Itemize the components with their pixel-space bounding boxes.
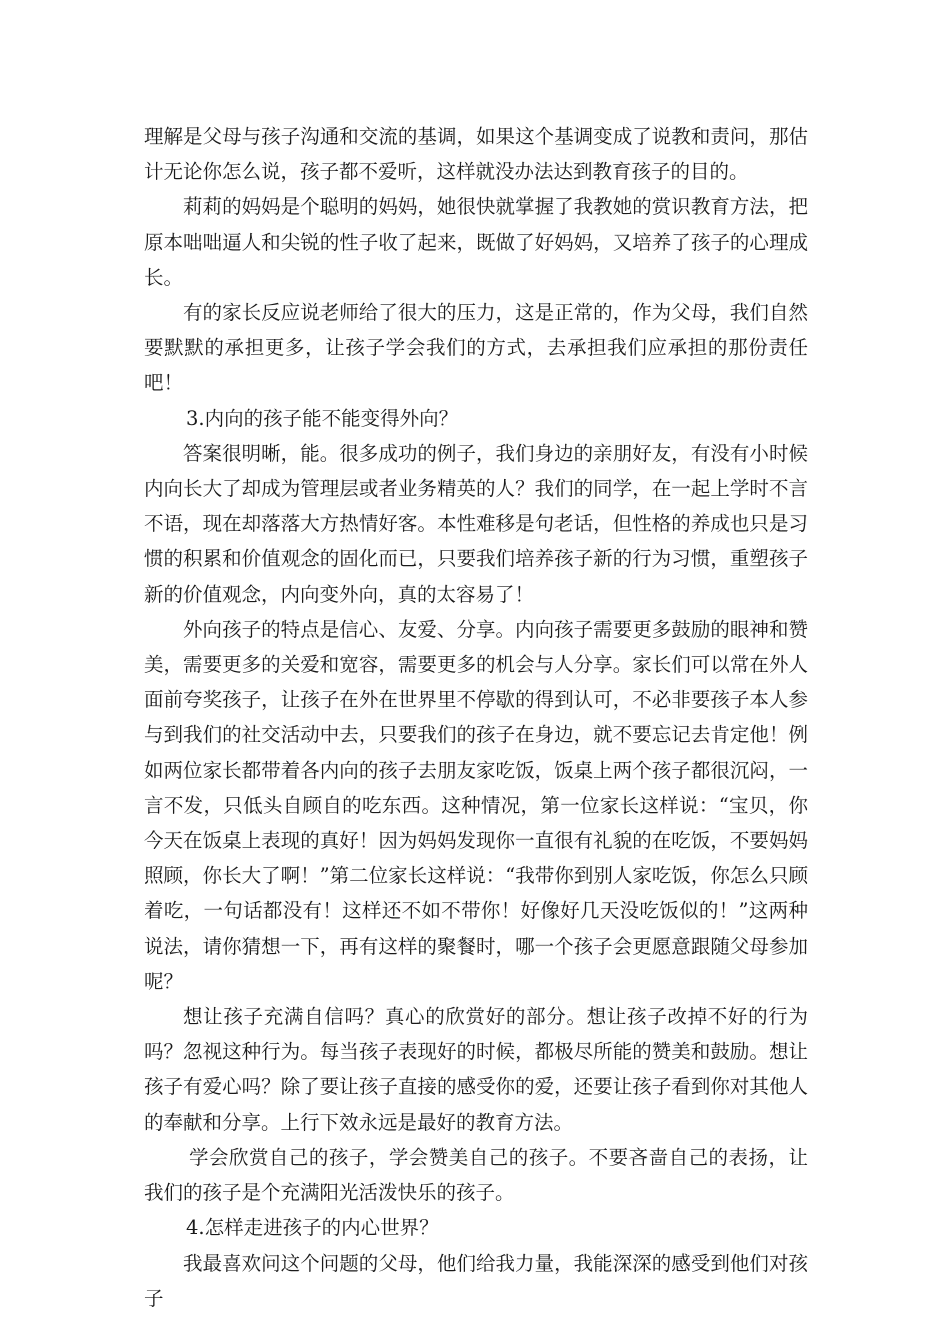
section-heading-3: 3.内向的孩子能不能变得外向？ <box>186 406 459 430</box>
paragraph-confidence: 想让孩子充满自信吗？真心的欣赏好的部分。想让孩子改掉不好的行为吗？忽视这种行为。每当孩子表现好的时候，都极尽所能的赞美和鼓励。想让孩子有爱心吗？除了要让孩子直接的感受你的爱，还要让孩子看到你对其他人的奉献和分享。上行下效永远是最好的教育方法。 <box>144 1005 808 1134</box>
section-heading-4: 4.怎样走进孩子的内心世界？ <box>186 1216 439 1240</box>
document-page <box>144 119 808 1316</box>
paragraph-parent-pressure: 有的家长反应说老师给了很大的压力，这是正常的，作为父母，我们自然要默默的承担更多，让孩子学会我们的方式，去承担我们应承担的那份责任吧！ <box>144 301 808 395</box>
paragraph-inner-world: 我最喜欢问这个问题的父母，他们给我力量，我能深深的感受到他们对孩子 <box>144 1251 808 1310</box>
paragraph-appreciate: 学会欣赏自己的孩子，学会赞美自己的孩子。不要吝啬自己的表扬，让我们的孩子是个充满阳光活泼快乐的孩子。 <box>144 1145 808 1205</box>
paragraph-extrovert-traits: 外向孩子的特点是信心、友爱、分享。内向孩子需要更多鼓励的眼神和赞美，需要更多的关爱和宽容，需要更多的机会与人分享。家长们可以常在外人面前夸奖孩子，让孩子在外在世界里不停歇的得到认可，不必非要孩子本人参与到我们的社交活动中去，只要我们的孩子在身边，就不要忘记去肯定他！例如两位家长都带着各内向的孩子去朋友家吃饭，饭桌上两个孩子都很沉闷，一言不发，只低头自顾自的吃东西。这种情况，第一位家长这样说：“宝贝，你今天在饭桌上表现的真好！因为妈妈发现你一直很有礼貌的在吃饭，不要妈妈照顾，你长大了啊！”第二位家长这样说：“我带你到别人家吃饭，你怎么只顾着吃，一句话都没有！这样还不如不带你！好像好几天没吃饭似的！”这两种说法，请你猜想一下，再有这样的聚餐时，哪一个孩子会更愿意跟随父母参加呢？ <box>144 617 808 993</box>
paragraph-continuation: 理解是父母与孩子沟通和交流的基调，如果这个基调变成了说教和责问，那估计无论你怎么说，孩子都不爱听，这样就没办法达到教育孩子的目的。 <box>144 125 808 184</box>
paragraph-answer: 答案很明晰，能。很多成功的例子，我们身边的亲朋好友，有没有小时候内向长大了却成为管理层或者业务精英的人？我们的同学，在一起上学时不言不语，现在却落落大方热情好客。本性难移是句老话，但性格的养成也只是习惯的积累和价值观念的固化而已，只要我们培养孩子新的行为习惯，重塑孩子新的价值观念，内向变外向，真的太容易了！ <box>144 441 808 606</box>
paragraph-lily-mother: 莉莉的妈妈是个聪明的妈妈，她很快就掌握了我教她的赏识教育方法，把原本咄咄逼人和尖锐的性子收了起来，既做了好妈妈，又培养了孩子的心理成长。 <box>144 195 808 289</box>
